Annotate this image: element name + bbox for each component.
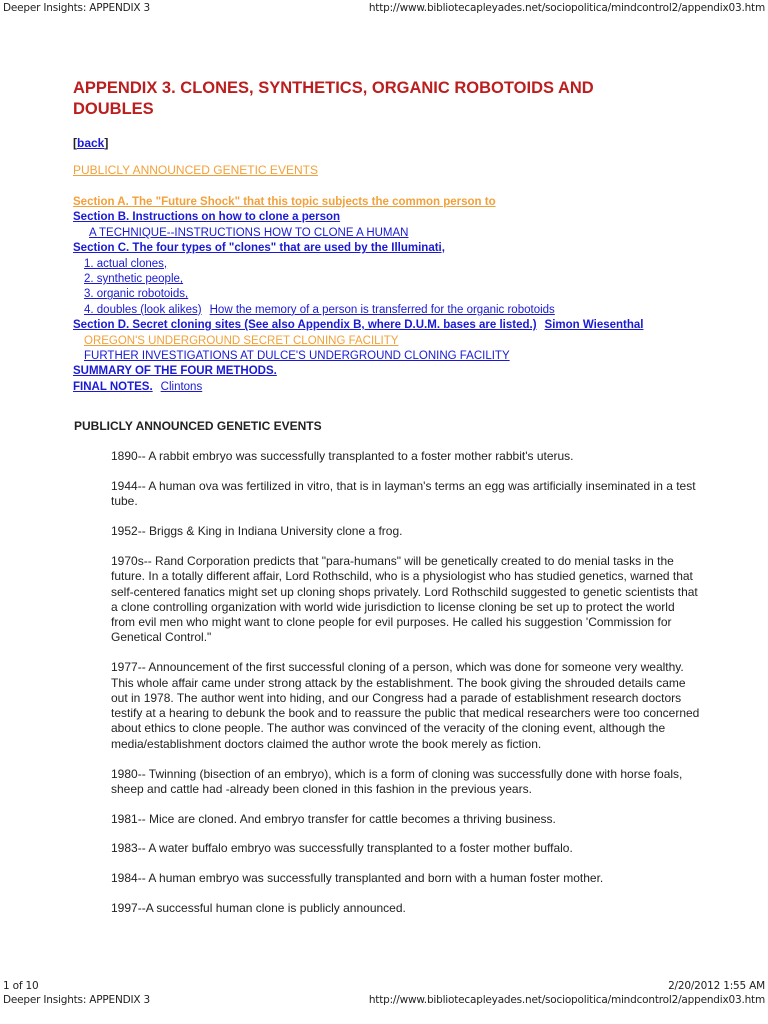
back-nav: [back] xyxy=(73,136,109,150)
event-item: 1977-- Announcement of the first successful cloning of a person, which was done for someone very wealthy. This whole affair came under strong attack by the establishment. The book giving the shrouded details came out in 1978. The author went into hiding, and our Congress had a parade of establishment research doctors testify at a hearing to debunk the book and to reassure the public that medical researchers were too concerned about ethics to clone people. The author was convinced of the veracity of the cloning event, although the media/establishment doctors claimed the author wrote the book merely as fiction. xyxy=(111,660,700,751)
intro-link-genetic-events[interactable]: PUBLICLY ANNOUNCED GENETIC EVENTS xyxy=(73,163,318,177)
table-of-contents xyxy=(73,195,713,395)
print-header xyxy=(3,2,765,14)
event-item: 1997--A successful human clone is publicly announced. xyxy=(111,901,406,916)
toc-oregon-facility[interactable]: OREGON'S UNDERGROUND SECRET CLONING FACILITY xyxy=(84,334,399,347)
events-list xyxy=(111,449,701,916)
page-content xyxy=(73,78,713,931)
toc-memory-transfer[interactable]: How the memory of a person is transferred for the organic robotoids xyxy=(209,303,555,316)
toc-final-notes[interactable]: FINAL NOTES. xyxy=(73,380,153,393)
toc-simon-wiesenthal[interactable]: Simon Wiesenthal xyxy=(544,319,644,332)
print-header-title: Deeper Insights: APPENDIX 3 xyxy=(3,2,151,14)
page-count: 1 of 10 xyxy=(3,980,39,992)
back-link[interactable]: back xyxy=(77,136,105,150)
toc-technique[interactable]: A TECHNIQUE--INSTRUCTIONS HOW TO CLONE A HUMAN xyxy=(89,226,409,239)
event-item: 1890-- A rabbit embryo was successfully transplanted to a foster mother rabbit's uterus. xyxy=(111,449,574,464)
print-footer xyxy=(3,980,765,992)
event-item: 1980-- Twinning (bisection of an embryo), which is a form of cloning was successfully done with horse foals, sheep and cattle had -already been cloned in this fashion in the previous years. xyxy=(111,766,683,796)
toc-clintons[interactable]: Clintons xyxy=(160,380,203,393)
event-item: 1983-- A water buffalo embryo was successfully transplanted to a foster mother buffalo. xyxy=(111,841,573,856)
section-heading-genetic-events: PUBLICLY ANNOUNCED GENETIC EVENTS xyxy=(74,419,322,434)
toc-section-d[interactable]: Section D. Secret cloning sites (See also Appendix B, where D.U.M. bases are listed.) xyxy=(73,319,537,332)
event-item: 1981-- Mice are cloned. And embryo transfer for cattle becomes a thriving business. xyxy=(111,811,556,826)
toc-dulce-facility[interactable]: FURTHER INVESTIGATIONS AT DULCE'S UNDERGROUND CLONING FACILITY xyxy=(84,350,510,363)
event-item: 1984-- A human embryo was successfully transplanted and born with a human foster mother. xyxy=(111,871,604,886)
page-title: APPENDIX 3. CLONES, SYNTHETICS, ORGANIC ROBOTOIDS AND DOUBLES xyxy=(73,79,594,118)
toc-section-a[interactable]: Section A. The "Future Shock" that this topic subjects the common person to xyxy=(73,196,496,208)
toc-type-actual-clones[interactable]: 1. actual clones, xyxy=(84,257,168,270)
print-header-title: Deeper Insights: APPENDIX 3 xyxy=(3,994,151,1006)
toc-section-c[interactable]: Section C. The four types of "clones" that are used by the Illuminati, xyxy=(73,242,445,255)
event-item: 1952-- Briggs & King in Indiana University clone a frog. xyxy=(111,524,403,539)
print-datetime: 2/20/2012 1:55 AM xyxy=(668,980,765,992)
print-header-url: http://www.bibliotecapleyades.net/sociopolitica/mindcontrol2/appendix03.htm xyxy=(368,2,765,14)
event-item: 1970s-- Rand Corporation predicts that "para-humans" will be genetically created to do menial tasks in the future. In a totally different affair, Lord Rothschild, who is a physiologist who has studied genetics, warned that self-centered fanatics might set up cloning shops privately. Lord Rothschild suggested to genetic scientists that a clone controlling organization with world wide jurisdiction to license cloning be set up to protect the world from evil men who might want to clone people for evil purposes. He called his suggestion 'Commission for Genetical Control." xyxy=(111,553,698,645)
toc-section-b[interactable]: Section B. Instructions on how to clone a person xyxy=(73,211,341,224)
print-header-url: http://www.bibliotecapleyades.net/sociopolitica/mindcontrol2/appendix03.htm xyxy=(368,994,765,1006)
toc-type-synthetic-people[interactable]: 2. synthetic people, xyxy=(84,273,184,286)
toc-summary[interactable]: SUMMARY OF THE FOUR METHODS. xyxy=(73,365,277,378)
toc-type-organic-robotoids[interactable]: 3. organic robotoids, xyxy=(84,288,189,301)
print-header-next-page xyxy=(3,994,765,1006)
event-item: 1944-- A human ova was fertilized in vitro, that is in layman's terms an egg was artificially inseminated in a test tube. xyxy=(111,479,696,509)
toc-type-doubles[interactable]: 4. doubles (look alikes) xyxy=(84,303,202,316)
